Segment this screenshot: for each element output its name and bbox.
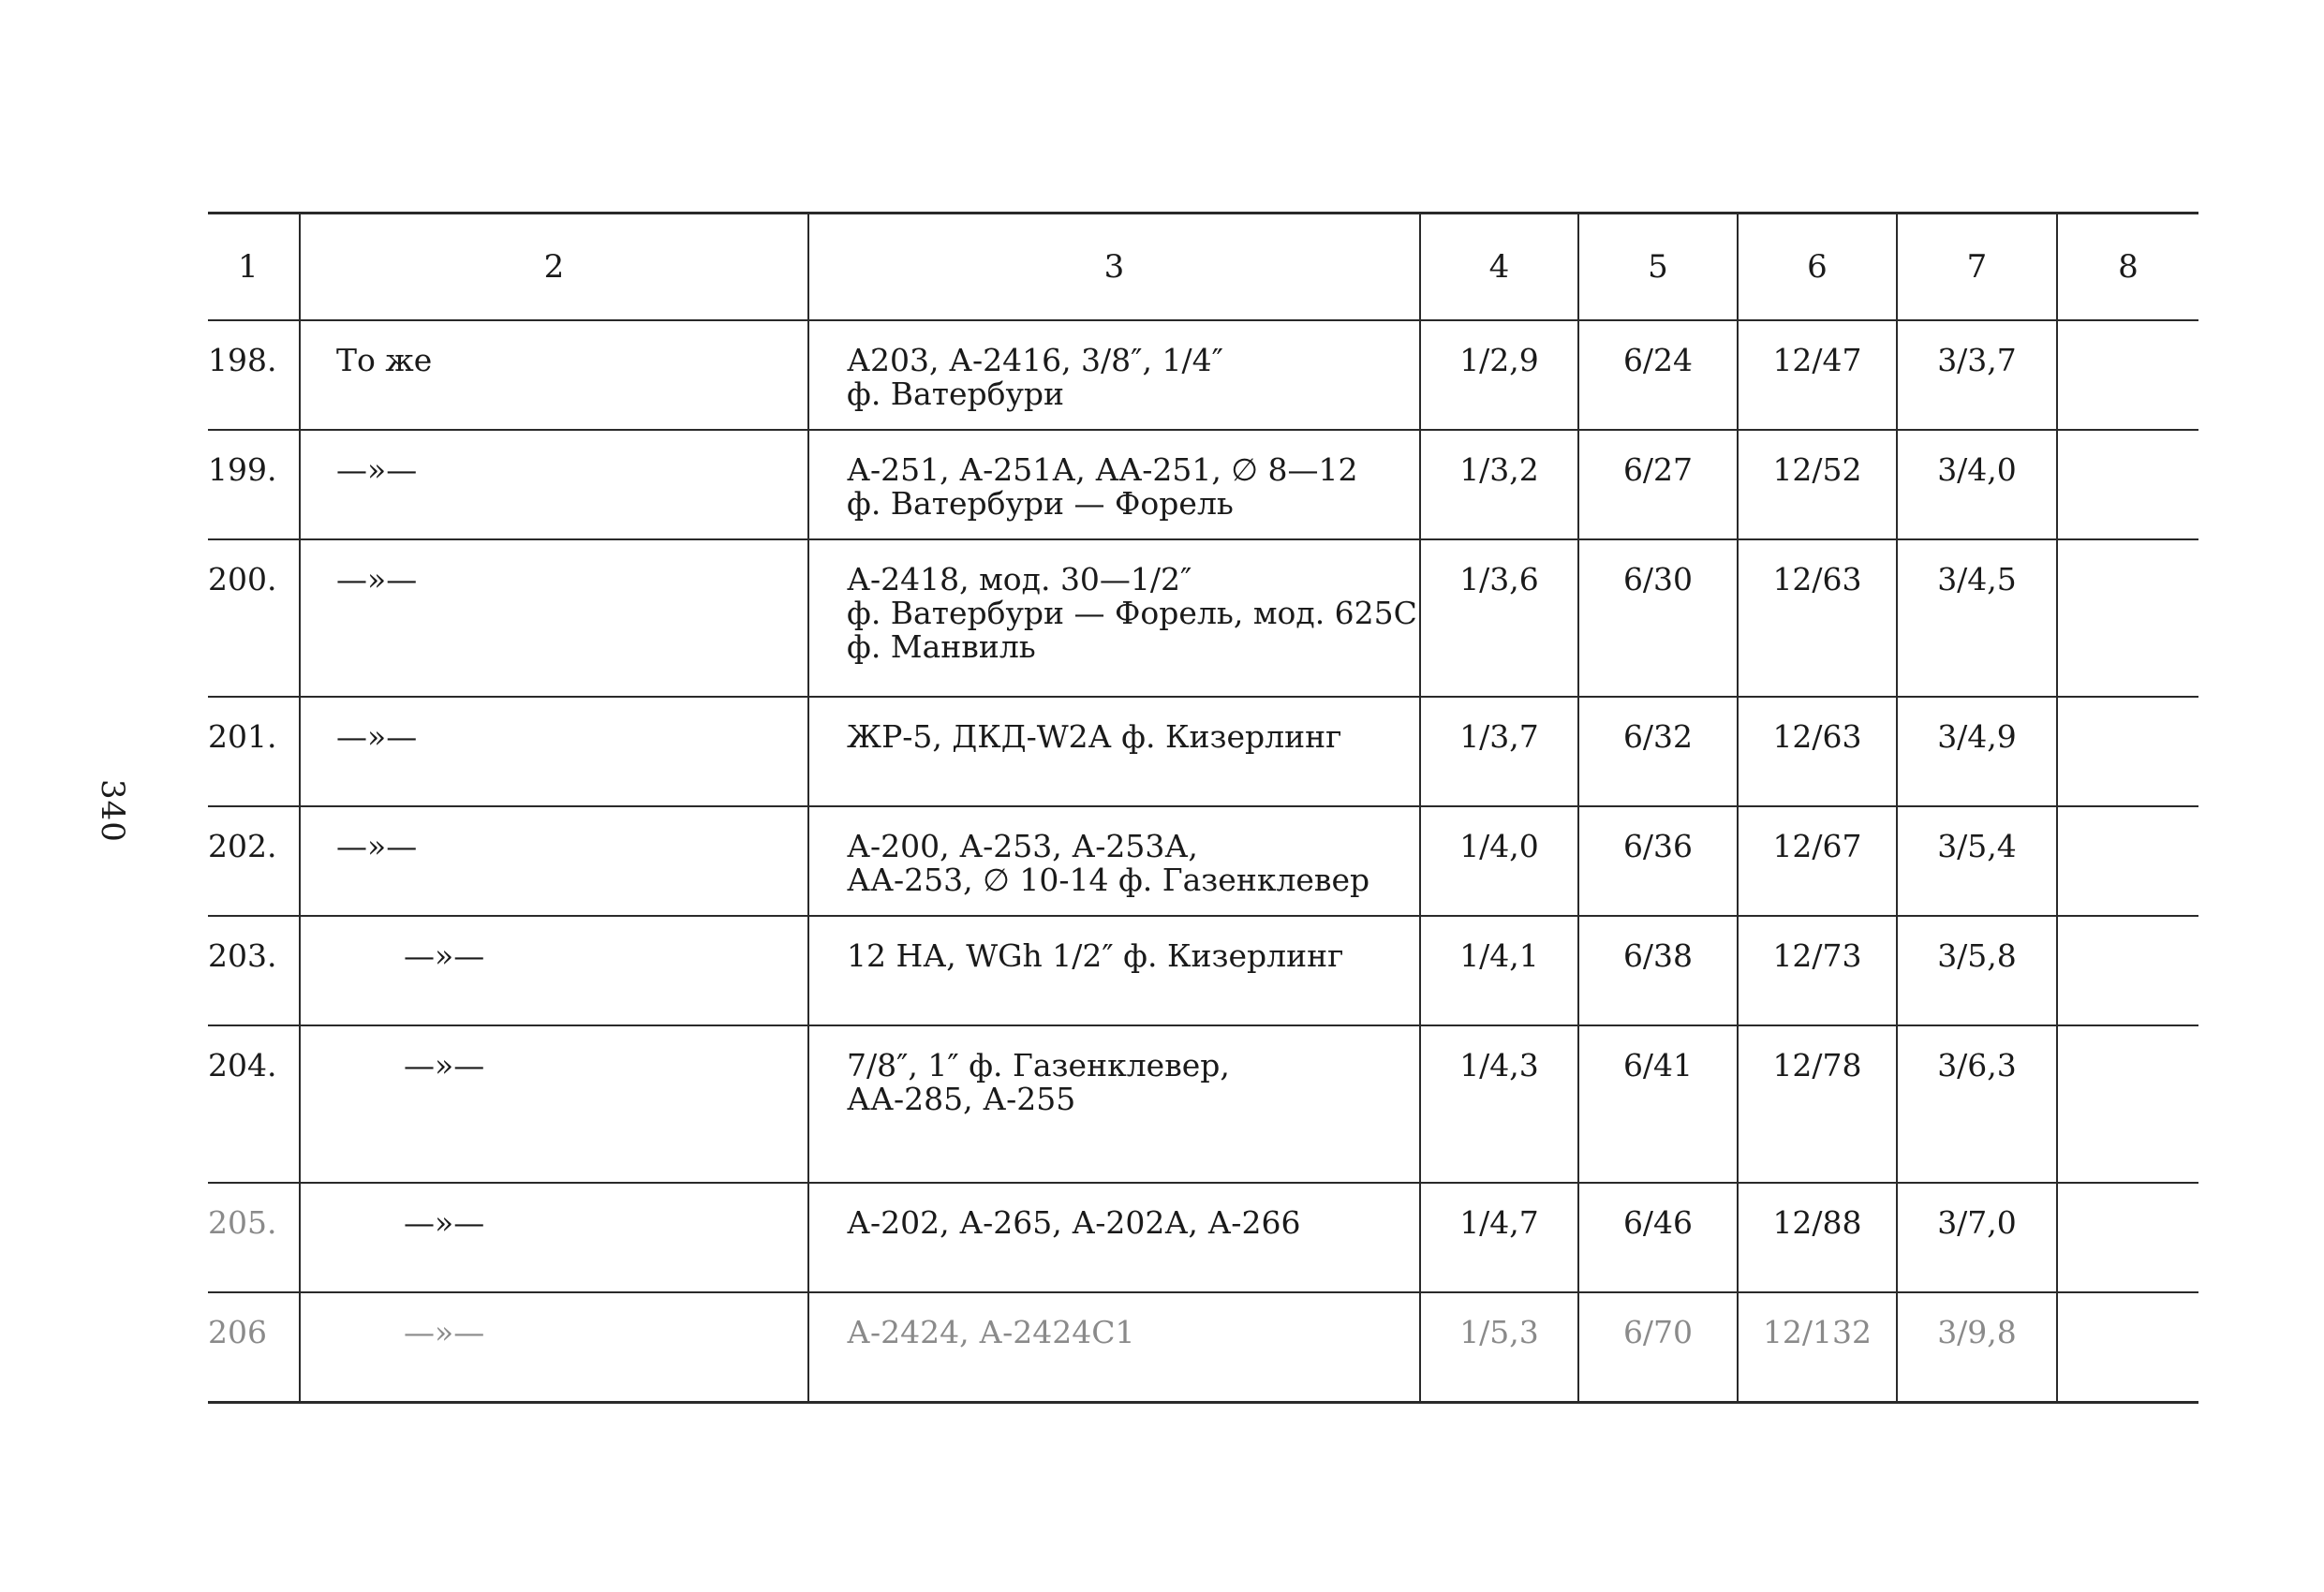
cell-col-4: 1/2,9 xyxy=(1420,320,1578,430)
row-description: —»— xyxy=(300,430,808,539)
cell-col-6: 12/88 xyxy=(1738,1183,1897,1292)
page-number: 340 xyxy=(94,779,131,843)
cell-col-7: 3/9,8 xyxy=(1897,1292,2057,1402)
row-number: 206 xyxy=(208,1292,300,1402)
cell-col-5: 6/32 xyxy=(1578,697,1738,806)
models-line: ЖР-5, ДКД-W2А ф. Кизерлинг xyxy=(847,718,1342,755)
cell-col-6: 12/73 xyxy=(1738,916,1897,1025)
row-models xyxy=(808,1183,1420,1292)
cell-col-6: 12/63 xyxy=(1738,539,1897,697)
cell-col-4: 1/5,3 xyxy=(1420,1292,1578,1402)
cell-col-6: 12/52 xyxy=(1738,430,1897,539)
row-description: —»— xyxy=(300,539,808,697)
models-line: 7/8″, 1″ ф. Газенклевер, xyxy=(847,1047,1230,1083)
models-line: АА-285, А-255 xyxy=(847,1081,1076,1117)
header-col-2: 2 xyxy=(300,214,808,321)
cell-col-5: 6/36 xyxy=(1578,806,1738,916)
table-row xyxy=(208,1183,2198,1292)
row-description: —»— xyxy=(300,1025,808,1183)
cell-col-4: 1/3,7 xyxy=(1420,697,1578,806)
row-models xyxy=(808,1292,1420,1402)
cell-col-4: 1/3,2 xyxy=(1420,430,1578,539)
models-line: А-202, А-265, А-202А, А-266 xyxy=(847,1204,1301,1241)
models-line: ф. Ватербури — Форель xyxy=(847,485,1234,522)
table-body xyxy=(208,320,2198,1402)
table-row xyxy=(208,430,2198,539)
row-description: То же xyxy=(300,320,808,430)
row-number: 204. xyxy=(208,1025,300,1183)
cell-col-8 xyxy=(2057,1183,2198,1292)
cell-col-8 xyxy=(2057,539,2198,697)
row-description: —»— xyxy=(300,806,808,916)
cell-col-8 xyxy=(2057,806,2198,916)
cell-col-7: 3/5,4 xyxy=(1897,806,2057,916)
table-row xyxy=(208,806,2198,916)
cell-col-4: 1/4,0 xyxy=(1420,806,1578,916)
table-row xyxy=(208,697,2198,806)
row-number: 205. xyxy=(208,1183,300,1292)
cell-col-5: 6/38 xyxy=(1578,916,1738,1025)
table-header xyxy=(208,214,2198,321)
models-line: АА-253, ∅ 10-14 ф. Газенклевер xyxy=(847,862,1370,898)
header-col-3: 3 xyxy=(808,214,1420,321)
cell-col-6: 12/132 xyxy=(1738,1292,1897,1402)
cell-col-7: 3/6,3 xyxy=(1897,1025,2057,1183)
header-col-4: 4 xyxy=(1420,214,1578,321)
models-line: ф. Ватербури — Форель, мод. 625С xyxy=(847,595,1417,631)
table-row xyxy=(208,1292,2198,1402)
row-models xyxy=(808,697,1420,806)
row-number: 201. xyxy=(208,697,300,806)
cell-col-6: 12/67 xyxy=(1738,806,1897,916)
row-description: —»— xyxy=(300,1183,808,1292)
table-row xyxy=(208,916,2198,1025)
cell-col-7: 3/4,9 xyxy=(1897,697,2057,806)
cell-col-8 xyxy=(2057,916,2198,1025)
cell-col-7: 3/5,8 xyxy=(1897,916,2057,1025)
cell-col-8 xyxy=(2057,697,2198,806)
models-line: А203, А-2416, 3/8″, 1/4″ xyxy=(847,342,1223,378)
row-number: 200. xyxy=(208,539,300,697)
models-line: А-2418, мод. 30—1/2″ xyxy=(847,561,1192,597)
models-line: 12 НА, WGh 1/2″ ф. Кизерлинг xyxy=(847,937,1344,974)
row-number: 198. xyxy=(208,320,300,430)
cell-col-4: 1/4,7 xyxy=(1420,1183,1578,1292)
specification-table xyxy=(208,212,2198,1404)
cell-col-4: 1/3,6 xyxy=(1420,539,1578,697)
table-row xyxy=(208,539,2198,697)
models-line: А-200, А-253, А-253А, xyxy=(847,828,1198,864)
models-line: А-2424, А-2424С1 xyxy=(847,1314,1135,1350)
cell-col-8 xyxy=(2057,320,2198,430)
cell-col-5: 6/70 xyxy=(1578,1292,1738,1402)
row-number: 202. xyxy=(208,806,300,916)
cell-col-8 xyxy=(2057,430,2198,539)
cell-col-5: 6/46 xyxy=(1578,1183,1738,1292)
cell-col-8 xyxy=(2057,1292,2198,1402)
cell-col-5: 6/30 xyxy=(1578,539,1738,697)
header-col-7: 7 xyxy=(1897,214,2057,321)
row-number: 203. xyxy=(208,916,300,1025)
table-row xyxy=(208,320,2198,430)
header-col-8: 8 xyxy=(2057,214,2198,321)
row-models xyxy=(808,430,1420,539)
header-col-1: 1 xyxy=(208,214,300,321)
cell-col-6: 12/78 xyxy=(1738,1025,1897,1183)
row-models xyxy=(808,320,1420,430)
cell-col-7: 3/7,0 xyxy=(1897,1183,2057,1292)
cell-col-5: 6/24 xyxy=(1578,320,1738,430)
row-models xyxy=(808,539,1420,697)
cell-col-8 xyxy=(2057,1025,2198,1183)
row-number: 199. xyxy=(208,430,300,539)
row-description: —»— xyxy=(300,1292,808,1402)
header-row xyxy=(208,214,2198,321)
cell-col-6: 12/63 xyxy=(1738,697,1897,806)
table-row xyxy=(208,1025,2198,1183)
cell-col-5: 6/27 xyxy=(1578,430,1738,539)
row-models xyxy=(808,1025,1420,1183)
cell-col-7: 3/3,7 xyxy=(1897,320,2057,430)
cell-col-4: 1/4,1 xyxy=(1420,916,1578,1025)
cell-col-7: 3/4,5 xyxy=(1897,539,2057,697)
header-col-6: 6 xyxy=(1738,214,1897,321)
cell-col-4: 1/4,3 xyxy=(1420,1025,1578,1183)
cell-col-6: 12/47 xyxy=(1738,320,1897,430)
row-description: —»— xyxy=(300,916,808,1025)
row-description: —»— xyxy=(300,697,808,806)
cell-col-5: 6/41 xyxy=(1578,1025,1738,1183)
row-models xyxy=(808,916,1420,1025)
header-col-5: 5 xyxy=(1578,214,1738,321)
models-line: ф. Манвиль xyxy=(847,628,1036,665)
row-models xyxy=(808,806,1420,916)
models-line: ф. Ватербури xyxy=(847,376,1065,412)
models-line: А-251, А-251А, АА-251, ∅ 8—12 xyxy=(847,451,1358,488)
cell-col-7: 3/4,0 xyxy=(1897,430,2057,539)
